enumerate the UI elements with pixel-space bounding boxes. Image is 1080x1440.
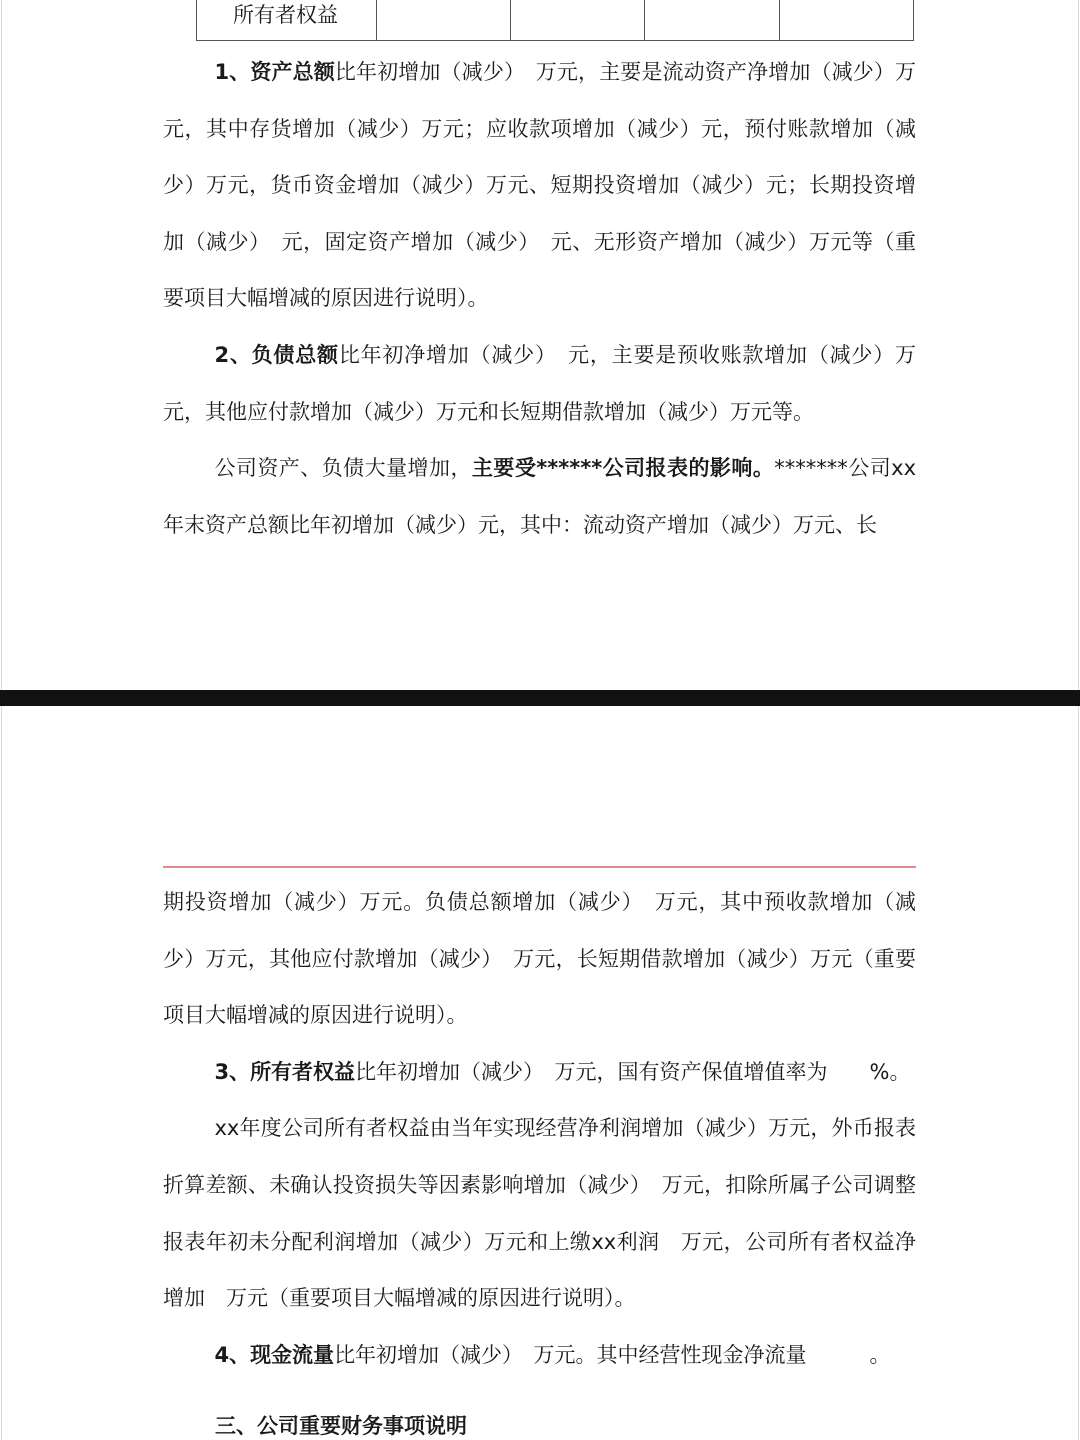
paragraph-number: 1、: [214, 60, 251, 84]
paragraph-text: 比年初增加（减少） 万元，主要是流动资产净增加（减少）万元，其中存货增加（减少）万元；应收款项增加（减少）元，预付账款增加（减少）万元，货币资金增加（减少）万元、短期投资增加（减少）元；长期投资增加（减少） 元，固定资产增加（减少） 元、无形资产增加（减少）万元等（重要项目大幅增减的原因进行说明）。: [163, 60, 917, 311]
table-cell: [780, 0, 912, 40]
bold-term-total-assets: 资产总额: [250, 60, 335, 84]
paragraph-number: 3、: [214, 1059, 251, 1084]
paragraph-continuation: 期投资增加（减少）万元。负债总额增加（减少） 万元，其中预收款增加（减少）万元，其他应付款增加（减少） 万元，长短期借款增加（减少）万元（重要项目大幅增减的原因进行说明）。: [163, 890, 916, 1028]
paragraph-text: *******公司xx年末资产总额比年初增加（减少）元，其中：流动资产增加（减少）万元、长: [163, 456, 917, 537]
bold-term-owner-equity: 所有者权益: [250, 1059, 356, 1084]
table-cell: [645, 0, 780, 40]
paragraph-text: 比年初增加（减少） 万元，国有资产保值增值率为 %。: [355, 1059, 911, 1084]
paragraph-cash-flow: [163, 1327, 916, 1384]
paragraph-text: 比年初净增加（减少） 元，主要是预收账款增加（减少）万元，其他应付款增加（减少）万元和长短期借款增加（减少）万元等。: [163, 342, 916, 424]
table-cell-owner-equity: 所有者权益: [197, 0, 377, 40]
paragraph-liabilities: [163, 327, 916, 440]
bold-impact-statement: 主要受******公司报表的影响。: [471, 456, 775, 481]
paragraph-owner-equity: [163, 1044, 916, 1101]
paragraph-company-impact: [163, 440, 916, 553]
page-edge-left: [1, 706, 2, 1440]
document-page-bottom: [0, 706, 1080, 1440]
table-cell: [377, 0, 511, 40]
paragraph-number: 4、: [214, 1342, 251, 1367]
paragraph-number: 2、: [214, 342, 252, 367]
table-cell: [511, 0, 645, 40]
table-fragment-row: [196, 0, 914, 41]
page-edge-left: [1, 0, 2, 690]
section-title: 三、公司重要财务事项说明: [215, 1414, 467, 1438]
bold-term-cash-flow: 现金流量: [250, 1342, 335, 1367]
body-text-top: [163, 44, 916, 553]
paragraph-text: 公司资产、负债大量增加，: [214, 456, 472, 481]
document-page-top: [0, 0, 1080, 690]
body-text-bottom: [163, 874, 916, 1383]
paragraph-equity-detail: xx年度公司所有者权益由当年实现经营净利润增加（减少）万元，外币报表折算差额、未确认投资损失等因素影响增加（减少） 万元，扣除所属子公司调整报表年初未分配利润增加（减少）万元和上缴xx利润 万元，公司所有者权益净增加 万元（重要项目大幅增减的原因进行说明）。: [163, 1116, 916, 1311]
page-separator: [0, 690, 1080, 706]
page-edge-right: [1078, 706, 1079, 1440]
bold-term-total-liabilities: 负债总额: [251, 342, 339, 367]
paragraph-text: 比年初增加（减少） 万元。其中经营性现金净流量 。: [334, 1342, 891, 1367]
header-rule: [163, 866, 916, 868]
paragraph-assets: [163, 44, 916, 327]
page-edge-right: [1078, 0, 1079, 690]
